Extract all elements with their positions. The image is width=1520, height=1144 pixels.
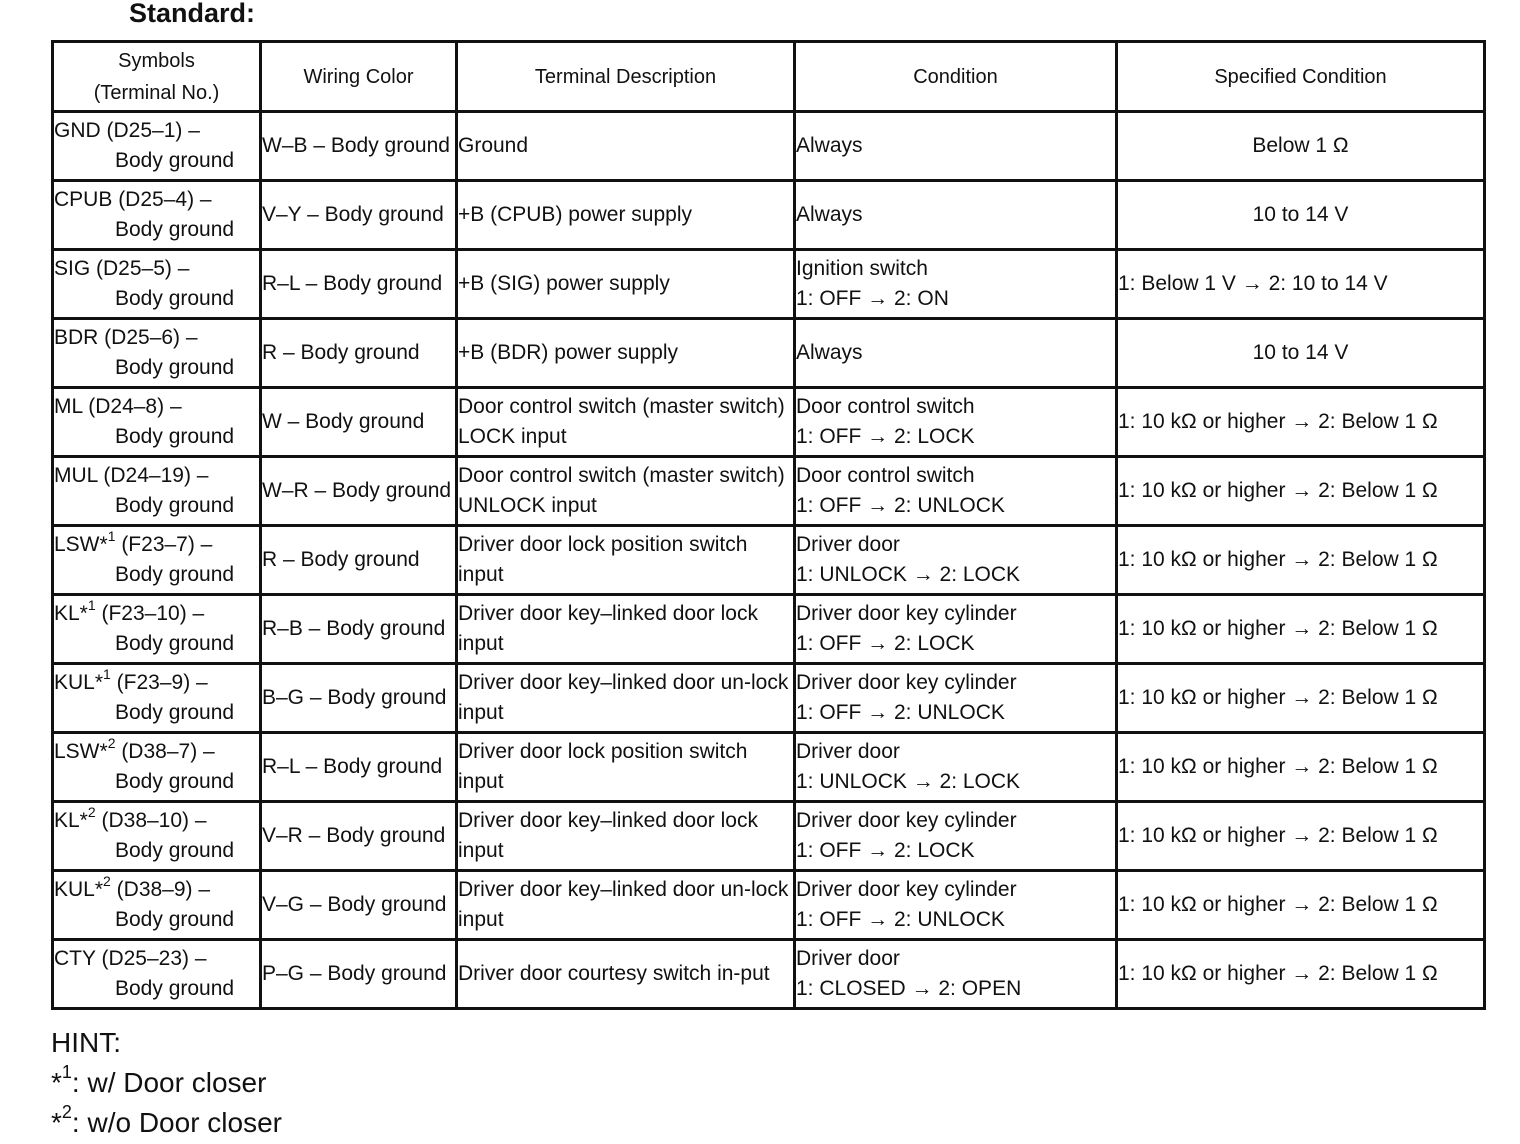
col-header-symbols-line2: (Terminal No.) bbox=[93, 81, 220, 104]
symbol-terminal bbox=[54, 254, 259, 284]
symbol-ground: Body ground bbox=[115, 908, 235, 931]
symbol-terminal-no: (D25–4) – bbox=[112, 188, 212, 211]
cell-specified-condition: 1: 10 kΩ or higher → 2: Below 1 Ω bbox=[1117, 802, 1485, 871]
symbol-ground: Body ground bbox=[115, 218, 235, 241]
cell-specified-condition: 1: Below 1 V → 2: 10 to 14 V bbox=[1117, 250, 1485, 319]
symbol-terminal-no: (D24–19) – bbox=[97, 464, 209, 487]
symbol-terminal bbox=[54, 392, 259, 422]
symbol-terminal-no: (F23–9) – bbox=[110, 671, 208, 694]
cell-specified-condition: 10 to 14 V bbox=[1117, 319, 1485, 388]
cell-wiring-color: R – Body ground bbox=[261, 526, 457, 595]
cell-symbol bbox=[53, 871, 261, 940]
cell-wiring-color: V–R – Body ground bbox=[261, 802, 457, 871]
cell-specified-condition: 1: 10 kΩ or higher → 2: Below 1 Ω bbox=[1117, 733, 1485, 802]
symbol-terminal-no: (D25–23) – bbox=[95, 947, 207, 970]
symbol-terminal-no: (D25–6) – bbox=[98, 326, 198, 349]
table-row bbox=[53, 733, 1485, 802]
symbol-terminal-no: (D25–5) – bbox=[90, 257, 190, 280]
symbol-ground: Body ground bbox=[115, 839, 235, 862]
cell-symbol bbox=[53, 526, 261, 595]
symbol-ground: Body ground bbox=[115, 632, 235, 655]
col-header-wiring: Wiring Color bbox=[261, 42, 457, 112]
hint-note-mark: * bbox=[51, 1067, 62, 1098]
symbol-terminal bbox=[54, 461, 259, 491]
symbol-code: SIG bbox=[54, 257, 91, 280]
symbol-footnote-mark: 1 bbox=[107, 528, 116, 544]
cell-condition bbox=[795, 250, 1117, 319]
condition-line-1: Door control switch bbox=[796, 464, 975, 487]
cell-wiring-color: R–B – Body ground bbox=[261, 595, 457, 664]
symbol-terminal bbox=[54, 806, 259, 836]
cell-condition bbox=[795, 664, 1117, 733]
hint-title: HINT: bbox=[51, 1027, 121, 1058]
symbol-terminal-no: (F23–10) – bbox=[95, 602, 205, 625]
cell-terminal-description: Driver door courtesy switch in-put bbox=[457, 940, 795, 1009]
hint-note-sup: 2 bbox=[61, 1101, 72, 1122]
table-row bbox=[53, 250, 1485, 319]
hint-note-text: : w/ Door closer bbox=[71, 1067, 267, 1098]
symbol-code: KUL* bbox=[54, 671, 104, 694]
cell-terminal-description: Driver door lock position switch input bbox=[457, 733, 795, 802]
condition-line-2: 1: UNLOCK → 2: LOCK bbox=[796, 770, 1021, 793]
cell-condition bbox=[795, 595, 1117, 664]
hint-note-sup: 1 bbox=[61, 1061, 72, 1082]
table-row bbox=[53, 112, 1485, 181]
cell-symbol bbox=[53, 112, 261, 181]
condition-line-2: 1: UNLOCK → 2: LOCK bbox=[796, 563, 1021, 586]
table-row bbox=[53, 388, 1485, 457]
condition-line-1: Ignition switch bbox=[796, 257, 928, 280]
table-header-row bbox=[53, 42, 1485, 112]
symbol-terminal bbox=[54, 668, 259, 698]
symbol-terminal-no: (D24–8) – bbox=[82, 395, 182, 418]
cell-condition bbox=[795, 388, 1117, 457]
condition-line-2: 1: OFF → 2: UNLOCK bbox=[796, 494, 1005, 517]
condition-line-1: Driver door key cylinder bbox=[796, 602, 1017, 625]
symbol-ground: Body ground bbox=[115, 356, 235, 379]
cell-wiring-color: R – Body ground bbox=[261, 319, 457, 388]
symbol-code: CPUB bbox=[54, 188, 113, 211]
cell-condition bbox=[795, 526, 1117, 595]
condition-line-1: Driver door key cylinder bbox=[796, 671, 1017, 694]
symbol-terminal-no: (D38–10) – bbox=[95, 809, 207, 832]
symbol-code: LSW* bbox=[54, 740, 108, 763]
condition-line-2: 1: OFF → 2: UNLOCK bbox=[796, 908, 1005, 931]
cell-symbol bbox=[53, 664, 261, 733]
symbol-terminal bbox=[54, 530, 259, 560]
table-row bbox=[53, 181, 1485, 250]
symbol-footnote-mark: 1 bbox=[87, 597, 96, 613]
condition-line-2: 1: OFF → 2: UNLOCK bbox=[796, 701, 1005, 724]
condition-line-1: Driver door bbox=[796, 947, 900, 970]
cell-condition bbox=[795, 871, 1117, 940]
symbol-terminal-no: (D25–1) – bbox=[100, 119, 200, 142]
condition-line-2: 1: OFF → 2: LOCK bbox=[796, 839, 975, 862]
symbol-footnote-mark: 2 bbox=[107, 735, 116, 751]
cell-condition bbox=[795, 319, 1117, 388]
cell-specified-condition: Below 1 Ω bbox=[1117, 112, 1485, 181]
cell-terminal-description: Ground bbox=[457, 112, 795, 181]
symbol-terminal bbox=[54, 599, 259, 629]
col-header-symbols bbox=[53, 42, 261, 112]
table-row bbox=[53, 595, 1485, 664]
cell-wiring-color: V–G – Body ground bbox=[261, 871, 457, 940]
cell-specified-condition: 1: 10 kΩ or higher → 2: Below 1 Ω bbox=[1117, 526, 1485, 595]
col-header-symbols-line1: Symbols bbox=[118, 49, 195, 72]
cell-condition bbox=[795, 457, 1117, 526]
symbol-ground: Body ground bbox=[115, 494, 235, 517]
cell-specified-condition: 1: 10 kΩ or higher → 2: Below 1 Ω bbox=[1117, 388, 1485, 457]
symbol-ground: Body ground bbox=[115, 287, 235, 310]
hint-note-1 bbox=[51, 1063, 282, 1103]
symbol-terminal bbox=[54, 185, 259, 215]
symbol-footnote-mark: 1 bbox=[103, 666, 111, 682]
symbol-terminal bbox=[54, 116, 259, 146]
cell-wiring-color: R–L – Body ground bbox=[261, 733, 457, 802]
cell-specified-condition: 1: 10 kΩ or higher → 2: Below 1 Ω bbox=[1117, 457, 1485, 526]
table-row bbox=[53, 319, 1485, 388]
symbol-ground: Body ground bbox=[115, 149, 235, 172]
symbol-terminal-no: (F23–7) – bbox=[115, 533, 213, 556]
condition-line-2: 1: OFF → 2: LOCK bbox=[796, 632, 975, 655]
symbol-footnote-mark: 2 bbox=[87, 804, 96, 820]
cell-wiring-color: W–B – Body ground bbox=[261, 112, 457, 181]
cell-condition bbox=[795, 733, 1117, 802]
cell-terminal-description: +B (CPUB) power supply bbox=[457, 181, 795, 250]
condition-line-1: Driver door bbox=[796, 740, 900, 763]
cell-terminal-description: +B (BDR) power supply bbox=[457, 319, 795, 388]
cell-symbol bbox=[53, 319, 261, 388]
symbol-code: GND bbox=[54, 119, 101, 142]
symbol-ground: Body ground bbox=[115, 701, 235, 724]
cell-condition bbox=[795, 112, 1117, 181]
cell-wiring-color: V–Y – Body ground bbox=[261, 181, 457, 250]
symbol-code: MUL bbox=[54, 464, 98, 487]
cell-wiring-color: W – Body ground bbox=[261, 388, 457, 457]
col-header-description: Terminal Description bbox=[457, 42, 795, 112]
cell-symbol bbox=[53, 250, 261, 319]
terminal-spec-table bbox=[51, 40, 1486, 1010]
table-row bbox=[53, 802, 1485, 871]
cell-specified-condition: 10 to 14 V bbox=[1117, 181, 1485, 250]
cell-symbol bbox=[53, 940, 261, 1009]
hint-section bbox=[51, 1023, 282, 1143]
hint-note-text: : w/o Door closer bbox=[71, 1107, 282, 1138]
cell-condition bbox=[795, 802, 1117, 871]
symbol-terminal bbox=[54, 875, 259, 905]
symbol-code: KUL* bbox=[54, 878, 104, 901]
cell-terminal-description: Driver door key–linked door un-lock input bbox=[457, 871, 795, 940]
cell-specified-condition: 1: 10 kΩ or higher → 2: Below 1 Ω bbox=[1117, 940, 1485, 1009]
condition-line-2: 1: OFF → 2: LOCK bbox=[796, 425, 975, 448]
col-header-condition: Condition bbox=[795, 42, 1117, 112]
cell-symbol bbox=[53, 595, 261, 664]
condition-line-2: 1: OFF → 2: ON bbox=[796, 287, 949, 310]
symbol-terminal bbox=[54, 323, 259, 353]
cell-symbol bbox=[53, 388, 261, 457]
cell-wiring-color: W–R – Body ground bbox=[261, 457, 457, 526]
cell-wiring-color: P–G – Body ground bbox=[261, 940, 457, 1009]
symbol-ground: Body ground bbox=[115, 425, 235, 448]
symbol-code: LSW* bbox=[54, 533, 108, 556]
cell-terminal-description: Driver door key–linked door lock input bbox=[457, 802, 795, 871]
col-header-specified: Specified Condition bbox=[1117, 42, 1485, 112]
symbol-terminal bbox=[54, 944, 259, 974]
cell-wiring-color: R–L – Body ground bbox=[261, 250, 457, 319]
condition-line-1: Driver door key cylinder bbox=[796, 878, 1017, 901]
cell-symbol bbox=[53, 802, 261, 871]
cell-specified-condition: 1: 10 kΩ or higher → 2: Below 1 Ω bbox=[1117, 871, 1485, 940]
table-row bbox=[53, 664, 1485, 733]
symbol-ground: Body ground bbox=[115, 770, 235, 793]
table-row bbox=[53, 457, 1485, 526]
condition-line-1: Always bbox=[796, 341, 863, 364]
cell-condition bbox=[795, 181, 1117, 250]
condition-line-1: Driver door bbox=[796, 533, 900, 556]
condition-line-1: Door control switch bbox=[796, 395, 975, 418]
symbol-footnote-mark: 2 bbox=[103, 873, 111, 889]
cell-terminal-description: Door control switch (master switch) LOCK input bbox=[457, 388, 795, 457]
cell-terminal-description: +B (SIG) power supply bbox=[457, 250, 795, 319]
symbol-code: KL* bbox=[54, 602, 88, 625]
symbol-code: BDR bbox=[54, 326, 99, 349]
cell-specified-condition: 1: 10 kΩ or higher → 2: Below 1 Ω bbox=[1117, 595, 1485, 664]
cell-terminal-description: Door control switch (master switch) UNLOCK input bbox=[457, 457, 795, 526]
condition-line-1: Always bbox=[796, 203, 863, 226]
symbol-terminal-no: (D38–7) – bbox=[115, 740, 215, 763]
symbol-code: ML bbox=[54, 395, 83, 418]
cell-terminal-description: Driver door key–linked door lock input bbox=[457, 595, 795, 664]
symbol-terminal bbox=[54, 737, 259, 767]
table-row bbox=[53, 940, 1485, 1009]
page-heading: Standard: bbox=[129, 0, 256, 28]
condition-line-2: 1: CLOSED → 2: OPEN bbox=[796, 977, 1022, 1000]
hint-note-2 bbox=[51, 1103, 282, 1143]
condition-line-1: Always bbox=[796, 134, 863, 157]
symbol-terminal-no: (D38–9) – bbox=[110, 878, 211, 901]
condition-line-1: Driver door key cylinder bbox=[796, 809, 1017, 832]
symbol-ground: Body ground bbox=[115, 563, 235, 586]
table-body bbox=[53, 112, 1485, 1009]
cell-condition bbox=[795, 940, 1117, 1009]
cell-symbol bbox=[53, 733, 261, 802]
cell-wiring-color: B–G – Body ground bbox=[261, 664, 457, 733]
symbol-ground: Body ground bbox=[115, 977, 235, 1000]
cell-symbol bbox=[53, 181, 261, 250]
cell-terminal-description: Driver door lock position switch input bbox=[457, 526, 795, 595]
cell-terminal-description: Driver door key–linked door un-lock input bbox=[457, 664, 795, 733]
table-row bbox=[53, 526, 1485, 595]
cell-symbol bbox=[53, 457, 261, 526]
symbol-code: CTY bbox=[54, 947, 96, 970]
hint-note-mark: * bbox=[51, 1107, 62, 1138]
symbol-code: KL* bbox=[54, 809, 88, 832]
cell-specified-condition: 1: 10 kΩ or higher → 2: Below 1 Ω bbox=[1117, 664, 1485, 733]
table-row bbox=[53, 871, 1485, 940]
